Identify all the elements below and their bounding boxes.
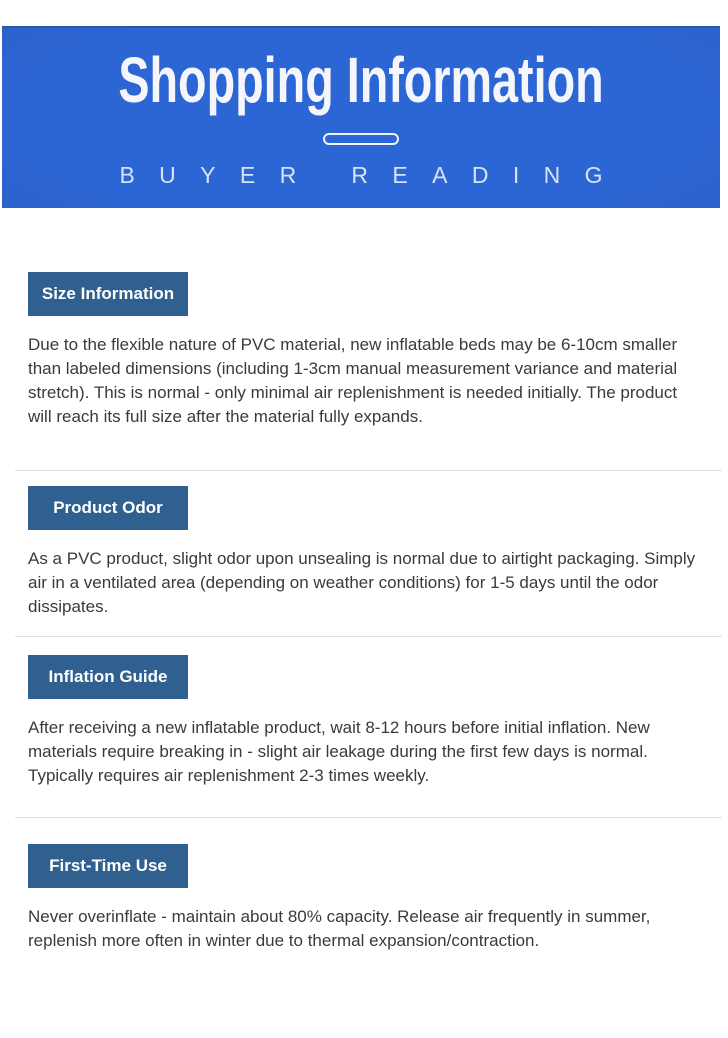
section-divider [15,817,722,818]
info-content [0,272,728,993]
section-product-odor [28,486,703,619]
page-title: Shopping Information [118,44,604,116]
section-divider [15,470,722,471]
ornament-pill-icon [323,133,399,145]
section-title-badge [28,272,188,316]
banner-subtitle: B U Y E R R E A D I N G [119,162,612,188]
section-body-text: After receiving a new inflatable product, wait 8-12 hours before initial inflation. New materials require breaking in - slight air leakage during the first few days is normal. Typically requires air replenishment 2-3 times weekly. [28,718,650,785]
section-body-text: Never overinflate - maintain about 80% capacity. Release air frequently in summer, replenish more often in winter due to thermal expansion/contraction. [28,907,651,950]
section-title-badge [28,486,188,530]
section-inflation-guide [28,655,703,788]
section-divider [15,636,722,637]
section-title-text: Product Odor [53,498,163,517]
section-title-text: First-Time Use [49,856,167,875]
section-title-text: Inflation Guide [48,667,168,686]
section-size-information [28,272,703,429]
section-body-text: As a PVC product, slight odor upon unsealing is normal due to airtight packaging. Simply air in a ventilated area (depending on weather conditions) for 1-5 days until the odor dissipates. [28,549,696,616]
section-title-badge [28,844,188,888]
section-first-time-use [28,844,703,953]
banner [2,26,720,208]
section-title-text: Size Information [41,284,175,303]
section-body-text: Due to the flexible nature of PVC material, new inflatable beds may be 6-10cm smaller than labeled dimensions (including 1-3cm manual measurement variance and material stretch). This is normal - only minimal air replenishment is needed initially. The product will reach its full size after the material fully expands. [28,335,678,426]
section-title-badge [28,655,188,699]
